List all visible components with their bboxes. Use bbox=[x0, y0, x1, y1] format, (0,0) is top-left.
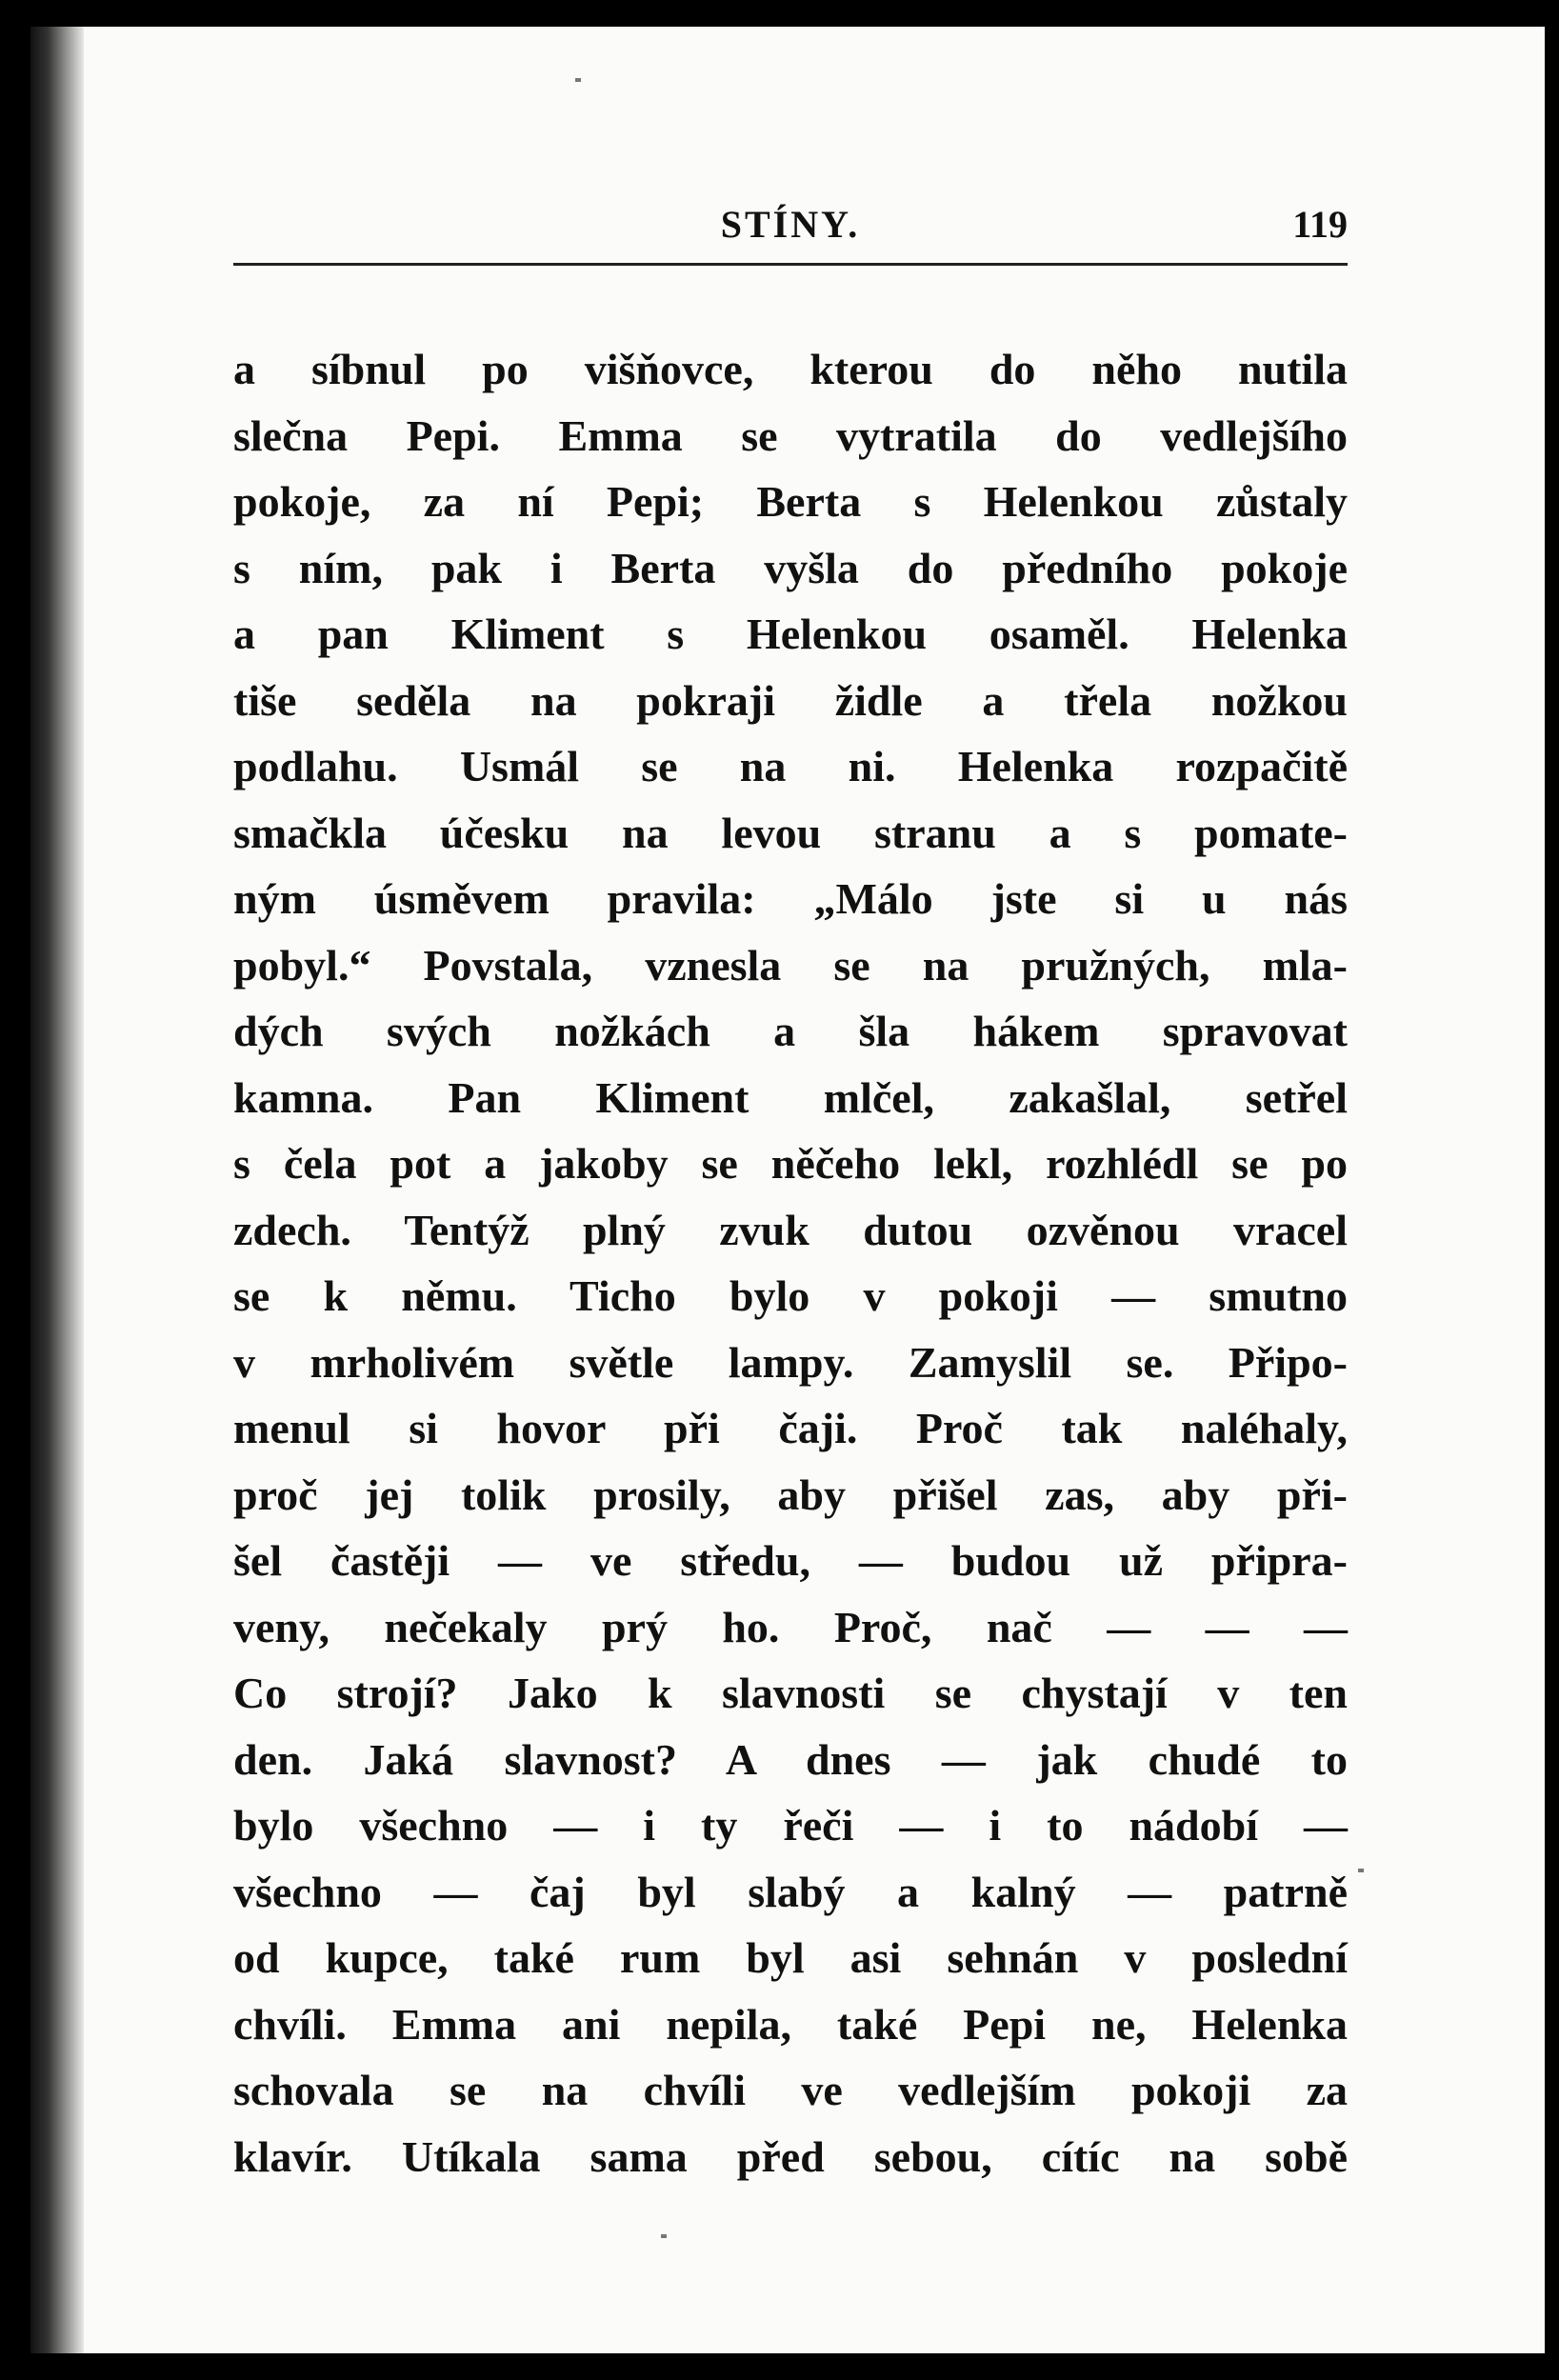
text-line: a síbnul po višňovce, kterou do něho nutila bbox=[233, 345, 1348, 393]
text-line: den. Jaká slavnost? A dnes — jak chudé to bbox=[233, 1734, 1348, 1784]
text-line: tiše seděla na pokraji židle a třela nožkou bbox=[233, 675, 1348, 725]
text-line: veny, nečekaly prý ho. Proč, nač — — — bbox=[233, 1602, 1348, 1651]
text-line: podlahu. Usmál se na ni. Helenka rozpačitě bbox=[233, 742, 1348, 790]
text-line: od kupce, také rum byl asi sehnán v poslední bbox=[233, 1933, 1348, 1982]
text-line: se k němu. Ticho bylo v pokoji — smutno bbox=[233, 1271, 1348, 1320]
text-line: menul si hovor při čaji. Proč tak naléhaly, bbox=[233, 1404, 1348, 1452]
header-rule bbox=[233, 263, 1348, 266]
text-line: proč jej tolik prosily, aby přišel zas, aby při- bbox=[233, 1470, 1348, 1519]
text-line: v mrholivém světle lampy. Zamyslil se. Připo- bbox=[233, 1337, 1348, 1387]
text-line: slečna Pepi. Emma se vytratila do vedlejšího bbox=[233, 410, 1348, 460]
running-header bbox=[233, 179, 1348, 265]
text-line: kamna. Pan Kliment mlčel, zakašlal, setřel bbox=[233, 1072, 1348, 1122]
text-line: chvíli. Emma ani nepila, také Pepi ne, Helenka bbox=[233, 1999, 1348, 2049]
text-line: s čela pot a jakoby se něčeho lekl, rozhlédl se po bbox=[233, 1139, 1348, 1188]
text-line: ným úsměvem pravila: „Málo jste si u nás bbox=[233, 874, 1348, 923]
text-line: klavír. Utíkala sama před sebou, cítíc na sobě bbox=[233, 2131, 1348, 2181]
text-line: všechno — čaj byl slabý a kalný — patrně bbox=[233, 1867, 1348, 1916]
scan-speck bbox=[575, 78, 581, 82]
body-text bbox=[233, 336, 1348, 2190]
book-page bbox=[30, 27, 1545, 2353]
text-line: dých svých nožkách a šla hákem spravovat bbox=[233, 1007, 1348, 1055]
text-line: schovala se na chvíli ve vedlejším pokoji za bbox=[233, 2066, 1348, 2114]
text-line: Co strojí? Jako k slavnosti se chystají v ten bbox=[233, 1669, 1348, 1717]
text-line: a pan Kliment s Helenkou osaměl. Helenka bbox=[233, 610, 1348, 658]
text-line: pokoje, za ní Pepi; Berta s Helenkou zůstaly bbox=[233, 477, 1348, 526]
text-line: s ním, pak i Berta vyšla do předního pokoje bbox=[233, 543, 1348, 592]
text-line: pobyl.“ Povstala, vznesla se na pružných, mla- bbox=[233, 940, 1348, 990]
page-binding-edge bbox=[30, 27, 84, 2353]
text-line: smačkla účesku na levou stranu a s pomate- bbox=[233, 808, 1348, 857]
running-title: STÍNY. bbox=[720, 203, 861, 246]
scan-speck bbox=[661, 2234, 667, 2238]
text-line: zdech. Tentýž plný zvuk dutou ozvěnou vracel bbox=[233, 1205, 1348, 1254]
page-number: 119 bbox=[1292, 203, 1348, 246]
scan-speck bbox=[1358, 1869, 1364, 1872]
text-line: šel častěji — ve středu, — budou už připra- bbox=[233, 1536, 1348, 1585]
text-line: bylo všechno — i ty řeči — i to nádobí — bbox=[233, 1801, 1348, 1850]
